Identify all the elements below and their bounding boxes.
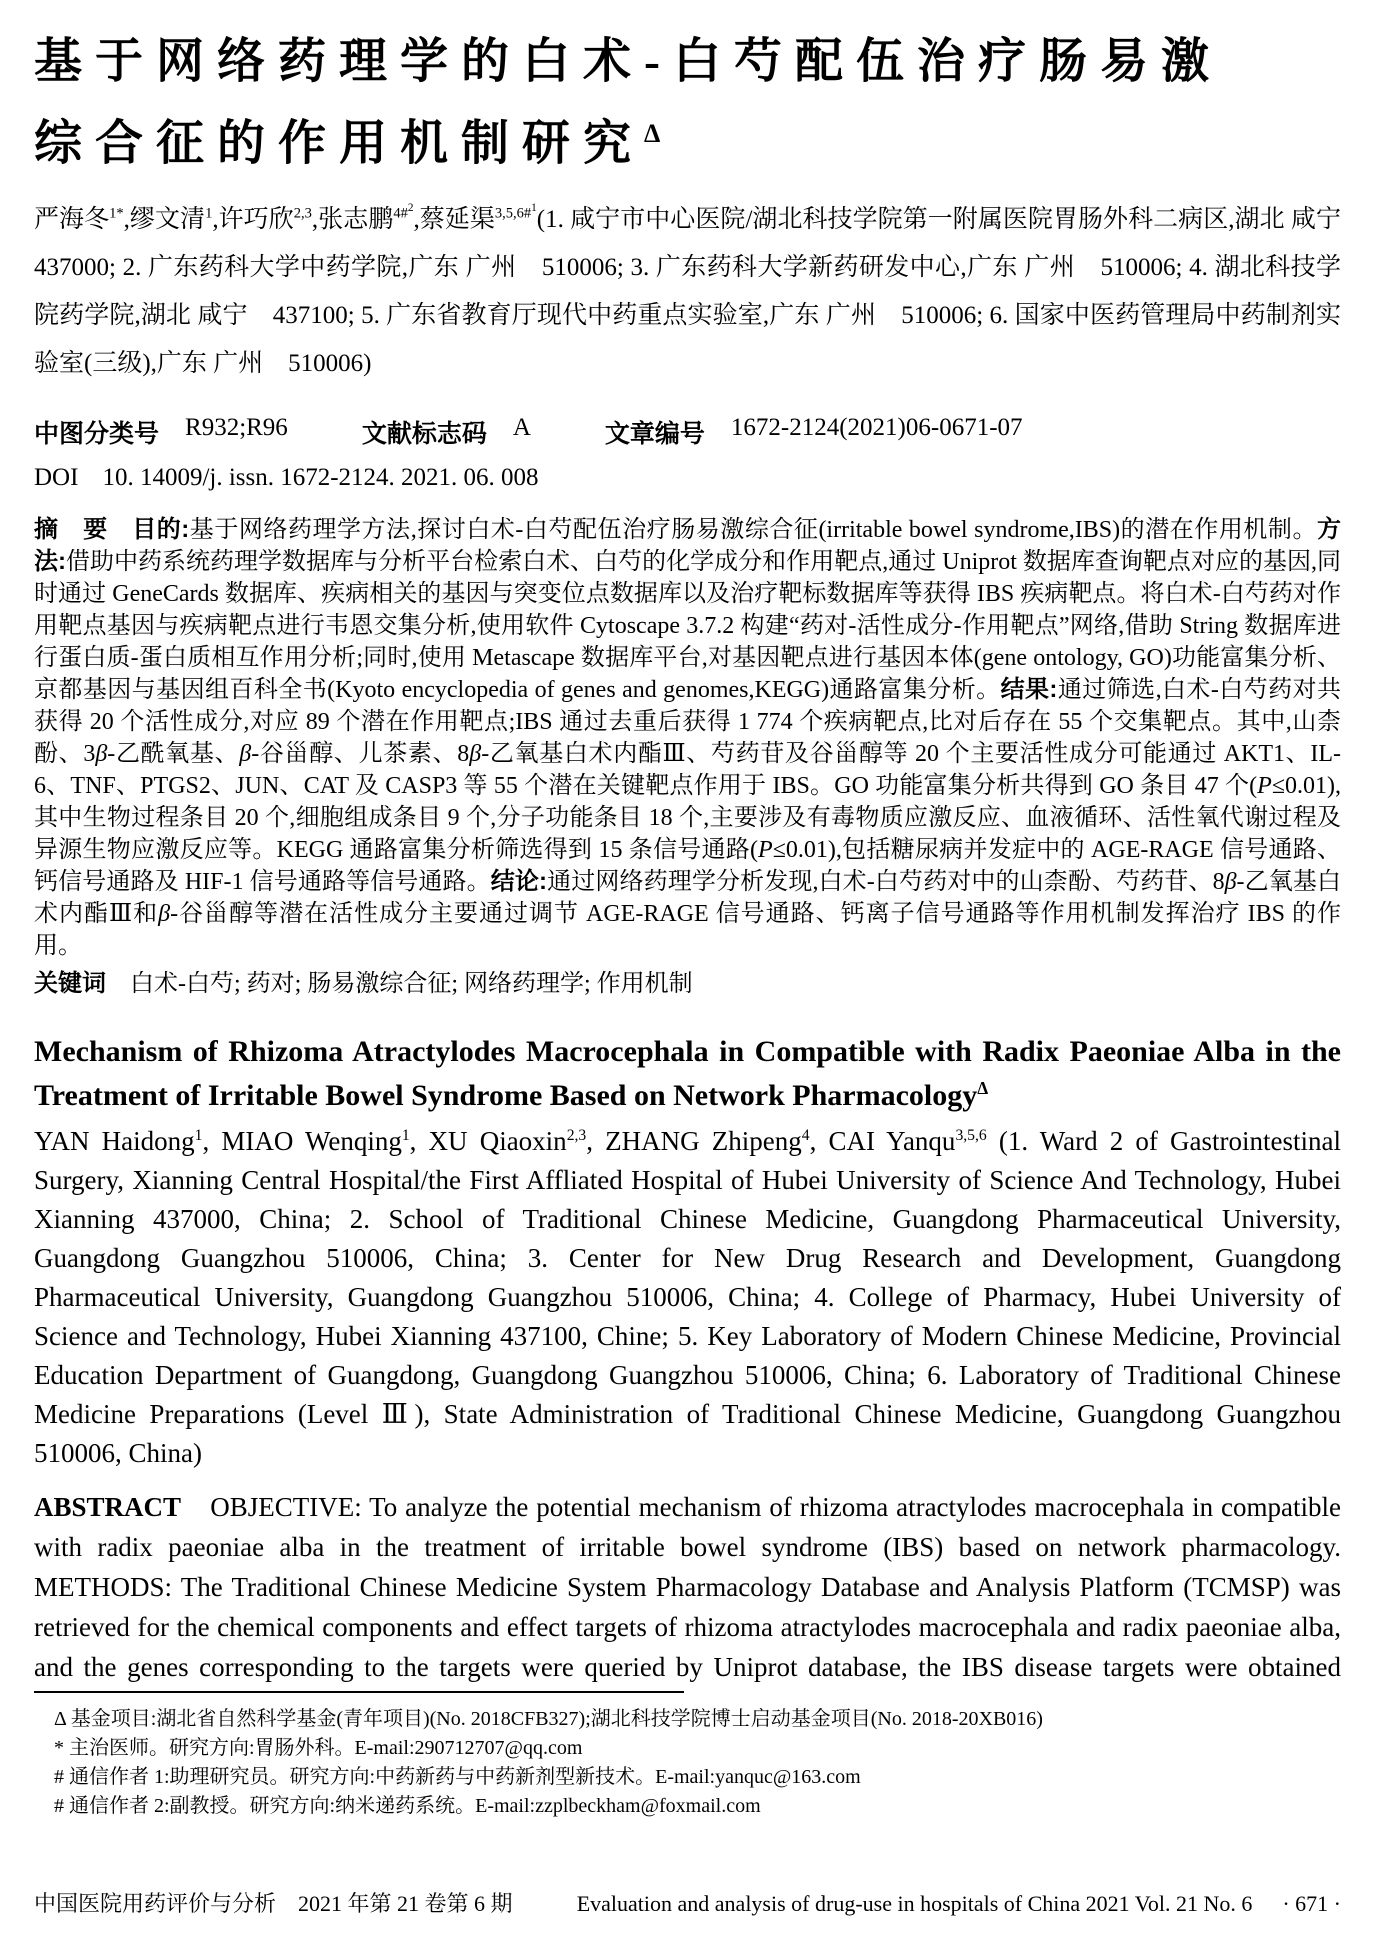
text-segment: 摘 要 — [34, 516, 108, 543]
text-segment: 白术-白芍; 药对; 肠易激综合征; 网络药理学; 作用机制 — [106, 971, 693, 997]
text-segment: 借助中药系统药理学数据库与分析平台检索白术、白芍的化学成分和作用靶点,通过 Uniprot 数据库查询靶点对应的基因,同时通过 GeneCards 数据库、疾病相关的基因与突变位点数据库以及治疗靶标数据库等获得 IBS 疾病靶点。将白术-白芍药对作用靶点基因与疾病靶点进行韦恩交集分析,使用软件 Cytoscape 3.7.2 构建“药对-活性成分-作用靶点”网络,借助 String 数据库进行蛋白质-蛋白质相互作用分析;同时,使用 Metascape 数据库平台,对基因靶点进行基因本体(gene ontology, GO)功能富集分析、京都基因与基因组百科全书(Kyoto encyclopedia of genes and genomes,KEGG)通路富集分析。 — [34, 549, 1341, 703]
text-segment: 蔡延渠 — [419, 206, 495, 233]
text-segment: 关键词 — [34, 970, 106, 997]
clc-group — [34, 414, 288, 450]
text-segment: -谷甾醇、儿茶素、8 — [251, 741, 470, 767]
title-funding-note-marker: Δ — [644, 119, 661, 148]
text-segment: 通过筛选,白术-白芍药对共获得 20 个活性成分,对应 89 个潜在作用靶点;IBS 通过去重后获得 1 774 个疾病靶点,比对后存在 55 个交集靶点。其中,山柰酚、3 — [34, 677, 1341, 767]
abstract-en — [34, 1487, 1341, 1687]
text-segment: β — [239, 741, 252, 767]
text-segment: P — [758, 837, 773, 863]
text-segment: , MIAO Wenqing — [202, 1126, 402, 1156]
text-segment: -谷甾醇等潜在活性成分主要通过调节 AGE-RAGE 信号通路、钙离子信号通路等作用机制发挥治疗 IBS 的作用。 — [34, 901, 1341, 959]
text-segment: -乙氧基白术内酯Ⅲ和 — [34, 869, 1341, 927]
paper-title-en — [34, 1030, 1341, 1118]
article-no-label: 文章编号 — [604, 420, 705, 448]
text-segment: 严海冬 — [34, 206, 110, 233]
text-segment: 方法: — [34, 516, 1342, 575]
text-segment: 2 — [407, 202, 414, 215]
article-no-value: 1672-2124(2021)06-0671-07 — [730, 414, 1023, 441]
footnote-separator — [34, 1691, 684, 1693]
clc-label: 中图分类号 — [34, 420, 160, 448]
text-segment: 结果: — [1000, 676, 1058, 703]
doc-code-label: 文献标志码 — [361, 420, 487, 448]
text-segment: β — [95, 741, 108, 767]
paper-title-cn — [34, 26, 1341, 180]
text-segment: (1. 咸宁市中心医院/湖北科技学院第一附属医院胃肠外科二病区,湖北 咸宁 437000; 2. 广东药科大学中药学院,广东 广州 510006; 3. 广东药科大学新药研发中心,广东 广州 510006; 4. 湖北科技学院药学院,湖北 咸宁 437100; 5. 广东省教育厅现代中药重点实验室,广东 广州 510006; 6. 国家中医药管理局中药制剂实验室(三级),广东 广州 510006) — [34, 206, 1366, 377]
text-segment: 1 — [401, 1127, 410, 1144]
page-footer — [34, 1887, 1341, 1918]
text-segment: ABSTRACT — [34, 1492, 182, 1522]
text-segment: 张志鹏 — [318, 206, 394, 233]
text-segment: , — [212, 206, 219, 233]
text-segment: OBJECTIVE: To analyze the potential mechanism of rhizoma atractylodes macrocephala in compatible with radix paeoniae alba in the treatment of irritable bowel syndrome (IBS) based on network pharmacology. METHODS: The Traditional Chinese Medicine System Pharmacology Database and Analysis Platform (TCMSP) was retrieved for the chemical components and effect targets of rhizoma atractylodes macrocephala and radix paeoniae alba, and the genes corresponding to the targets were queried by Uniprot database, the IBS disease targets were obtained — [34, 1492, 1341, 1682]
authors-affiliations-cn — [34, 196, 1366, 388]
authors-affiliations-en — [34, 1122, 1341, 1473]
text-segment: 2,3 — [566, 1127, 587, 1144]
text-segment: 通过网络药理学分析发现,白术-白芍药对中的山柰酚、芍药苷、8 — [547, 869, 1225, 895]
text-segment: 1* — [109, 205, 124, 222]
text-segment: β — [158, 901, 171, 927]
doi-label: DOI — [34, 464, 79, 491]
text-segment: 目的: — [132, 516, 190, 543]
text-segment: 4# — [393, 205, 408, 222]
text-segment: β — [469, 741, 482, 767]
footer-journal-cn: 中国医院用药评价与分析 2021 年第 21 卷第 6 期 — [34, 1891, 513, 1916]
footnote-line: # 通信作者 2:副教授。研究方向:纳米递药系统。E-mail:zzplbeckham@foxmail.com — [54, 1795, 761, 1817]
paper-title-cn-line2 — [34, 98, 1341, 180]
footnote-line: Δ 基金项目:湖北省自然科学基金(青年项目)(No. 2018CFB327);湖北科技学院博士启动基金项目(No. 2018-20XB016) — [54, 1708, 1043, 1730]
text-segment: 缪文清 — [129, 206, 206, 233]
text-segment: 基于网络药理学方法,探讨白术-白芍配伍治疗肠易激综合征(irritable bowel syndrome,IBS)的潜在作用机制。 — [189, 517, 1318, 543]
text-segment: 3,5,6 — [955, 1127, 987, 1144]
text-segment: , — [123, 206, 130, 233]
text-segment: 1 — [205, 205, 213, 222]
doc-code-value: A — [512, 414, 531, 441]
article-no-group — [605, 414, 1023, 450]
footer-page-number: · 671 · — [1282, 1891, 1341, 1916]
text-segment: 4 — [801, 1127, 810, 1144]
paper-title-cn-line2-text: 综合征的作用机制研究 — [34, 117, 645, 170]
text-segment: , ZHANG Zhipeng — [586, 1126, 802, 1156]
footnote-line: * 主治医师。研究方向:胃肠外科。E-mail:290712707@qq.com — [54, 1737, 583, 1759]
text-segment: 1 — [194, 1127, 203, 1144]
keywords-cn — [34, 968, 1341, 1000]
text-segment: ≤0.01),其中生物过程条目 20 个,细胞组成条目 9 个,分子功能条目 18 个,主要涉及有毒物质应激反应、血液循环、活性氧代谢过程及异源生物应激反应等。KEGG 通路富集分析筛选得到 15 条信号通路( — [34, 773, 1341, 863]
text-segment: , — [413, 206, 420, 233]
text-segment: P — [1257, 773, 1272, 799]
doc-code-group — [362, 414, 531, 450]
article-meta-row — [34, 414, 1341, 450]
text-segment: , XU Qiaoxin — [409, 1126, 567, 1156]
text-segment: , CAI Yanqu — [809, 1126, 956, 1156]
footer-right — [577, 1891, 1341, 1917]
paper-title-cn-line1: 基于网络药理学的白术-白芍配伍治疗肠易激 — [34, 35, 1222, 88]
text-segment: (1. Ward 2 of Gastrointestinal Surgery, Xianning Central Hospital/the First Affliated Hospital of Hubei University of Science And Technology, Hubei Xianning 437000, China; 2. School of Traditional Chinese Medicine, Guangdong Pharmaceutical University, Guangdong Guangzhou 510006, China; 3. Center for New Drug Research and Development, Guangdong Pharmaceutical University, Guangdong Guangzhou 510006, China; 4. College of Pharmacy, Hubei University of Science and Technology, Hubei Xianning 437100, Chine; 5. Key Laboratory of Modern Chinese Medicine, Provincial Education Department of Guangdong, Guangdong Guangzhou 510006, China; 6. Laboratory of Traditional Chinese Medicine Preparations (Level Ⅲ), State Administration of Traditional Chinese Medicine, Guangdong Guangzhou 510006, China) — [34, 1126, 1341, 1468]
text-segment: β — [1224, 869, 1237, 895]
doi-row — [34, 464, 1341, 492]
footnote-line: # 通信作者 1:助理研究员。研究方向:中药新药与中药新剂型新技术。E-mail:yanquc@163.com — [54, 1766, 861, 1788]
text-segment: 3,5,6# — [494, 205, 532, 222]
text-segment: Δ — [977, 1078, 989, 1098]
text-segment: YAN Haidong — [34, 1126, 195, 1156]
footer-journal-en: Evaluation and analysis of drug-use in hospitals of China 2021 Vol. 21 No. 6 — [576, 1891, 1253, 1916]
clc-value: R932;R96 — [185, 414, 288, 441]
text-segment: 许巧欣 — [218, 206, 294, 233]
text-segment: 1 — [531, 202, 537, 215]
text-segment: -乙氧基白术内酯Ⅲ、芍药苷及谷甾醇等 20 个主要活性成分可能通过 AKT1、IL-6、TNF、PTGS2、JUN、CAT 及 CASP3 等 55 个潜在关键靶点作用于 IBS。GO 功能富集分析共得到 GO 条目 47 个( — [34, 741, 1341, 799]
text-segment: Mechanism of Rhizoma Atractylodes Macrocephala in Compatible with Radix Paeoniae Alba in the Treatment of Irritable Bowel Syndrome Based on Network Pharmacology — [34, 1035, 1341, 1112]
text-segment: , — [311, 206, 319, 233]
doi-value: 10. 14009/j. issn. 1672-2124. 2021. 06. 008 — [102, 464, 539, 491]
abstract-cn — [34, 514, 1341, 962]
text-segment: 2,3 — [293, 205, 312, 222]
text-segment: ≤0.01),包括糖尿病并发症中的 AGE-RAGE 信号通路、钙信号通路及 HIF-1 信号通路等信号通路。 — [34, 837, 1341, 895]
footnotes — [34, 1705, 1341, 1821]
text-segment: -乙酰氧基、 — [107, 741, 240, 767]
text-segment: 结论: — [490, 868, 548, 895]
text-segment — [108, 517, 133, 543]
